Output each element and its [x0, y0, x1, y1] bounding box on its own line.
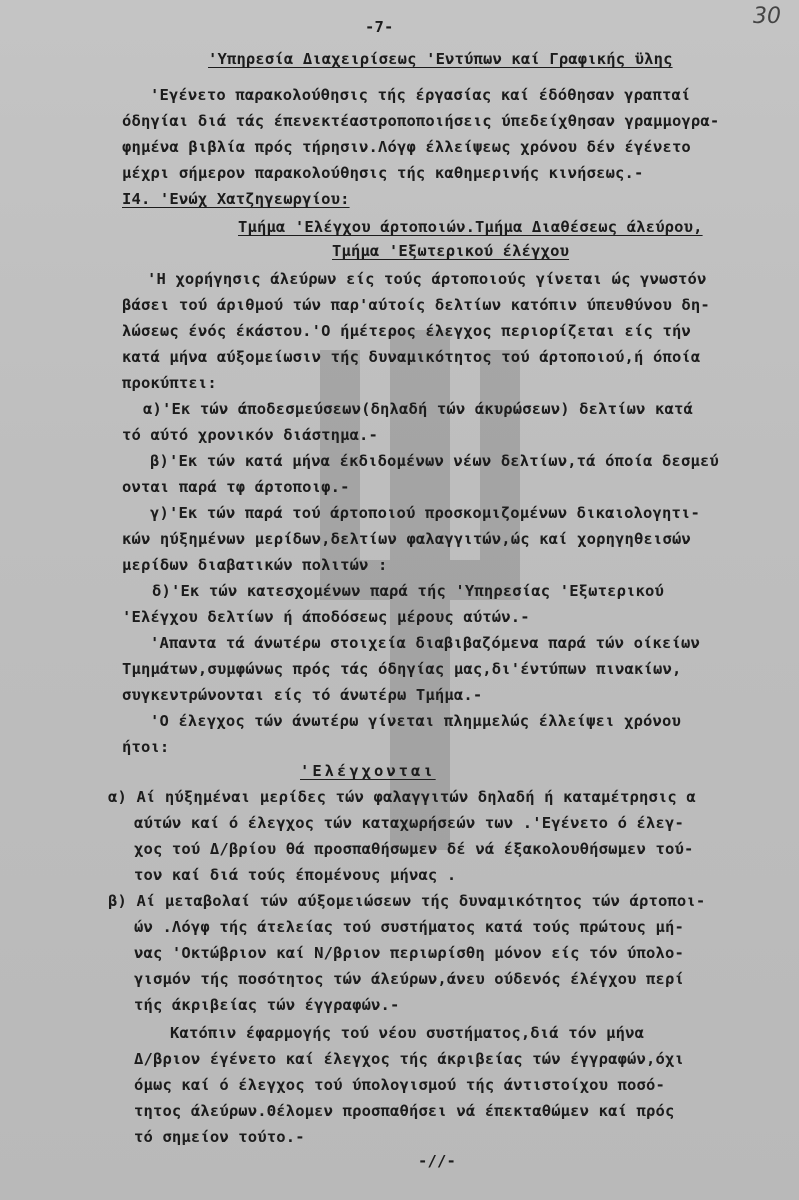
text-line: κών ηύξημένων μερίδων,δελτίων φαλαγγιτών,ώς καί χορηγηθεισών	[122, 530, 691, 548]
subheading-checked: 'Ελέγχονται	[300, 762, 436, 780]
handwritten-page-number: 30	[753, 4, 781, 29]
text-line: δ)'Εκ τών κατεσχομένων παρά τής 'Υπηρεσίας 'Εξωτερικού	[152, 582, 665, 600]
department-heading: Τμήμα 'Ελέγχου άρτοποιών.Τμήμα Διαθέσεως άλεύρου,	[238, 218, 703, 236]
text-line: 'Η χορήγησις άλεύρων είς τούς άρτοποιούς γίνεται ώς γνωστόν	[147, 270, 707, 288]
text-line: Τμημάτων,συμφώνως πρός τάς όδηγίας μας,δι'έντύπων πινακίων,	[122, 660, 682, 678]
text-line: φημένα βιβλία πρός τήρησιν.Λόγφ έλλείψεως χρόνου δέν έγένετο	[122, 138, 691, 156]
text-line: τον καί διά τούς έπομένους μήνας .	[134, 866, 457, 884]
text-line: ών .Λόγφ τής άτελείας τού συστήματος κατά τούς πρώτους μή-	[134, 918, 684, 936]
text-line: βάσει τού άριθμού τών παρ'αύτοίς δελτίων κατόπιν ύπευθύνου δη-	[122, 296, 710, 314]
text-line: 'Απαντα τά άνωτέρω στοιχεία διαβιβαζόμενα παρά τών οίκείων	[150, 634, 700, 652]
section-heading: 'Υπηρεσία Διαχειρίσεως 'Εντύπων καί Γραφικής ϋλης	[208, 50, 673, 68]
text-line: μέχρι σήμερον παρακολούθησις τής καθημερινής κινήσεως.-	[122, 164, 644, 182]
text-line: α)'Εκ τών άποδεσμεύσεων(δηλαδή τών άκυρώσεων) δελτίων κατά	[143, 400, 693, 418]
text-line: Δ/βριον έγένετο καί έλεγχος τής άκριβείας τών έγγραφών,όχι	[134, 1050, 684, 1068]
text-line: όμως καί ό έλεγχος τού ύπολογισμού τής άντιστοίχου ποσό-	[134, 1076, 665, 1094]
text-line: κατά μήνα αύξομείωσιν τής δυναμικότητος τού άρτοποιού,ή όποία	[122, 348, 701, 366]
text-line: τητος άλεύρων.Θέλομεν προσπαθήσει νά έπεκταθώμεν καί πρός	[134, 1102, 675, 1120]
text-line: γ)'Εκ τών παρά τού άρτοποιού προσκομιζομένων δικαιολογητι-	[150, 504, 700, 522]
text-line: Κατόπιν έφαρμογής τού νέου συστήματος,διά τόν μήνα	[170, 1024, 645, 1042]
text-line: β)'Εκ τών κατά μήνα έκδιδομένων νέων δελτίων,τά όποία δεσμεύ	[150, 452, 719, 470]
text-line: συγκεντρώνονται είς τό άνωτέρω Τμήμα.-	[122, 686, 483, 704]
page-end-mark: -//-	[418, 1152, 456, 1170]
text-line: αύτών καί ό έλεγχος τών καταχωρήσεών των .'Εγένετο ό έλεγ-	[134, 814, 684, 832]
text-line: γισμόν τής ποσότητος τών άλεύρων,άνευ ούδενός έλέγχου περί	[134, 970, 684, 988]
text-line: ήτοι:	[122, 738, 170, 756]
text-line: τό σημείον τούτο.-	[134, 1128, 305, 1146]
text-line: μερίδων διαβατικών πολιτών :	[122, 556, 388, 574]
text-line: λώσεως ένός έκάστου.'Ο ήμέτερος έλεγχος περιορίζεται είς τήν	[122, 322, 691, 340]
text-line: προκύπτει:	[122, 374, 217, 392]
text-line: όδηγίαι διά τάς έπενεκτέαστροποποιήσεις ύπεδείχθησαν γραμμογρα-	[122, 112, 720, 130]
text-line: νας 'Οκτώβριον καί Ν/βριον περιωρίσθη μόνον είς τόν ύπολο-	[134, 944, 684, 962]
text-line: ονται παρά τφ άρτοποιφ.-	[122, 478, 350, 496]
text-line: τής άκριβείας τών έγγραφών.-	[134, 996, 400, 1014]
department-heading: Τμήμα 'Εξωτερικού έλέγχου	[332, 242, 570, 260]
text-line: τό αύτό χρονικόν διάστημα.-	[122, 426, 379, 444]
text-line: χος τού Δ/βρίου θά προσπαθήσωμεν δέ νά έξακολουθήσωμεν τού-	[134, 840, 694, 858]
text-line: 'Ελέγχου δελτίων ή άποδόσεως μέρους αύτών.-	[122, 608, 530, 626]
text-line: α) Αί ηύξημέναι μερίδες τών φαλαγγιτών δηλαδή ή καταμέτρησις α	[108, 788, 696, 806]
page-number: -7-	[365, 18, 394, 36]
item-heading: I4. 'Ενώχ Χατζηγεωργίου:	[122, 190, 350, 208]
text-line: β) Αί μεταβολαί τών αύξομειώσεων τής δυναμικότητος τών άρτοποι-	[108, 892, 706, 910]
text-line: 'Εγένετο παρακολούθησις τής έργασίας καί έδόθησαν γραπταί	[150, 86, 691, 104]
text-line: 'Ο έλεγχος τών άνωτέρω γίνεται πλημμελώς έλλείψει χρόνου	[150, 712, 681, 730]
